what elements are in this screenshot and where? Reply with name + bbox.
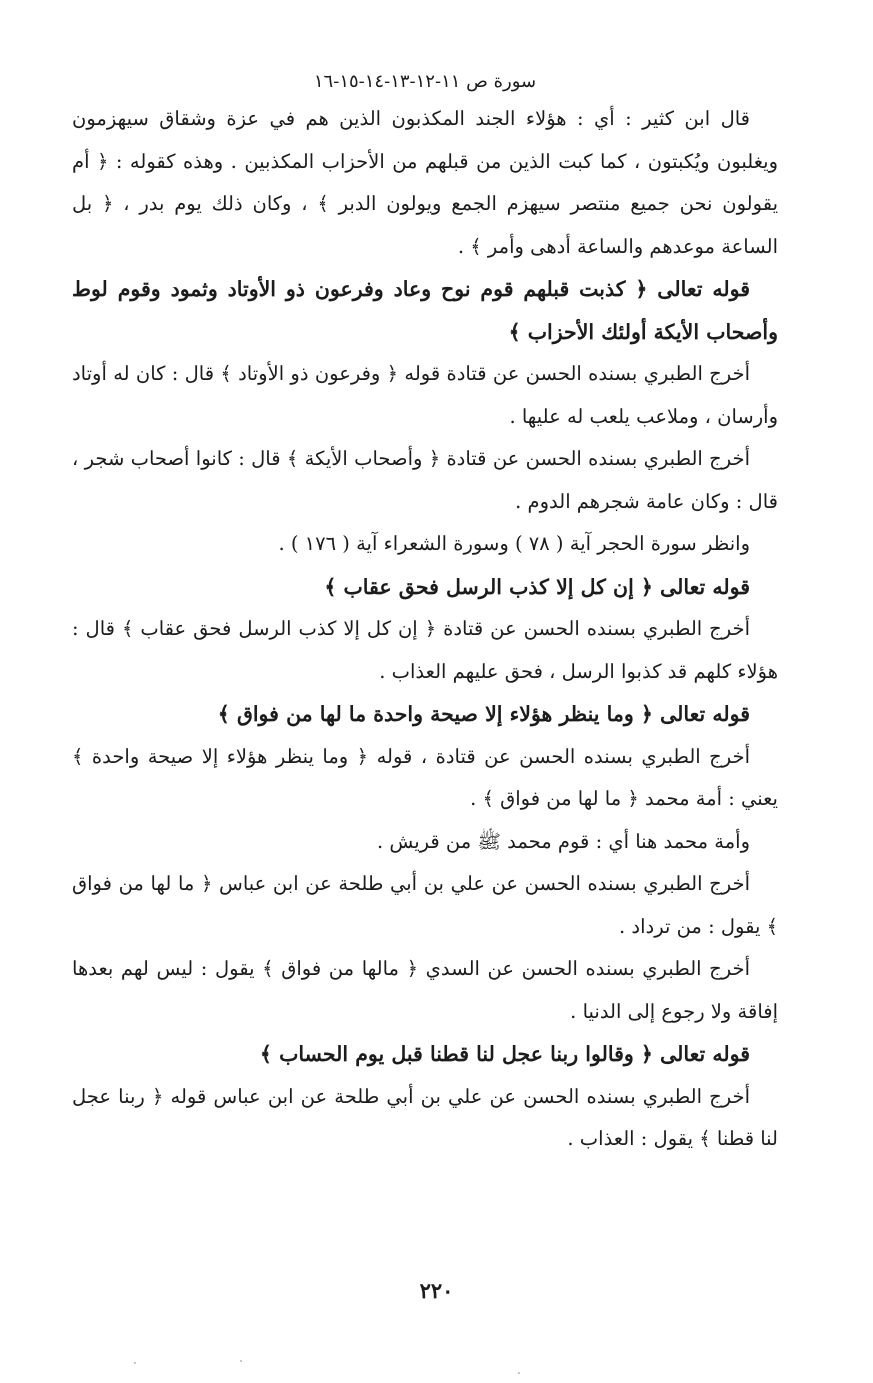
paragraph-note: وأمة محمد هنا أي : قوم محمد ﷺ من قريش .: [376, 829, 750, 853]
paragraph-tabari-4: أخرج الطبري بسنده الحسن عن قتادة ، قوله ﴿ وما ينظر هؤلاء إلا صيحة واحدة ﴾ يعني : أمة محمد ﴿ ما لها من فواق ﴾ .: [72, 744, 778, 810]
scan-speck: [134, 1362, 136, 1364]
verse-heading-1: قوله تعالى ﴿ كذبت قبلهم قوم نوح وعاد وفرعون ذو الأوتاد وثمود وقوم لوط وأصحاب الأيكة أولئك الأحزاب ﴾: [72, 277, 778, 344]
paragraph-tabari-7: أخرج الطبري بسنده الحسن عن علي بن أبي طلحة عن ابن عباس قوله ﴿ ربنا عجل لنا قطنا ﴾ يقول : العذاب .: [72, 1084, 778, 1150]
verse-heading-4: قوله تعالى ﴿ وقالوا ربنا عجل لنا قطنا قبل يوم الحساب ﴾: [259, 1042, 750, 1066]
paragraph-ibn-kathir: قال ابن كثير : أي : هؤلاء الجند المكذبون الذين هم في عزة وشقاق سيهزمون ويغلبون ويُكبتون ، كما كبت الذين من قبلهم من الأحزاب المكذبين . وهذه كقوله : ﴿ أم يقولون نحن جميع منتصر سيهزم الجمع ويولون الدبر ﴾ ، وكان ذلك يوم بدر ، ﴿ بل الساعة موعدهم والساعة أدهى وأمر ﴾ .: [72, 107, 778, 258]
page-number: ٢٢٠: [419, 1278, 454, 1303]
paragraph-tabari-6: أخرج الطبري بسنده الحسن عن السدي ﴿ مالها من فواق ﴾ يقول : ليس لهم بعدها إفاقة ولا رجوع إلى الدنيا .: [72, 957, 778, 1023]
verse-heading-2: قوله تعالى ﴿ إن كل إلا كذب الرسل فحق عقاب ﴾: [324, 574, 750, 599]
paragraph-see-also: وانظر سورة الحجر آية ( ٧٨ ) وسورة الشعراء آية ( ١٧٦ ) .: [278, 532, 750, 555]
paragraph-tabari-2: أخرج الطبري بسنده الحسن عن قتادة ﴿ وأصحاب الأيكة ﴾ قال : كانوا أصحاب شجر ، قال : وكان عامة شجرهم الدوم .: [72, 447, 778, 513]
paragraph-tabari-5: أخرج الطبري بسنده الحسن عن علي بن أبي طلحة عن ابن عباس ﴿ ما لها من فواق ﴾ يقول : من ترداد .: [72, 872, 778, 938]
verse-heading-3: قوله تعالى ﴿ وما ينظر هؤلاء إلا صيحة واحدة ما لها من فواق ﴾: [217, 702, 750, 726]
page-body: [72, 70, 778, 1161]
scan-speck: [518, 1372, 520, 1374]
paragraph-tabari-1: أخرج الطبري بسنده الحسن عن قتادة قوله ﴿ وفرعون ذو الأوتاد ﴾ قال : كان له أوتاد وأرسان ، وملاعب يلعب له عليها .: [72, 362, 778, 428]
scan-speck: [240, 1360, 242, 1362]
running-header: سورة ص ١١-١٢-١٣-١٤-١٥-١٦: [313, 71, 537, 92]
paragraph-tabari-3: أخرج الطبري بسنده الحسن عن قتادة ﴿ إن كل إلا كذب الرسل فحق عقاب ﴾ قال : هؤلاء كلهم قد كذبوا الرسل ، فحق عليهم العذاب .: [72, 617, 778, 683]
